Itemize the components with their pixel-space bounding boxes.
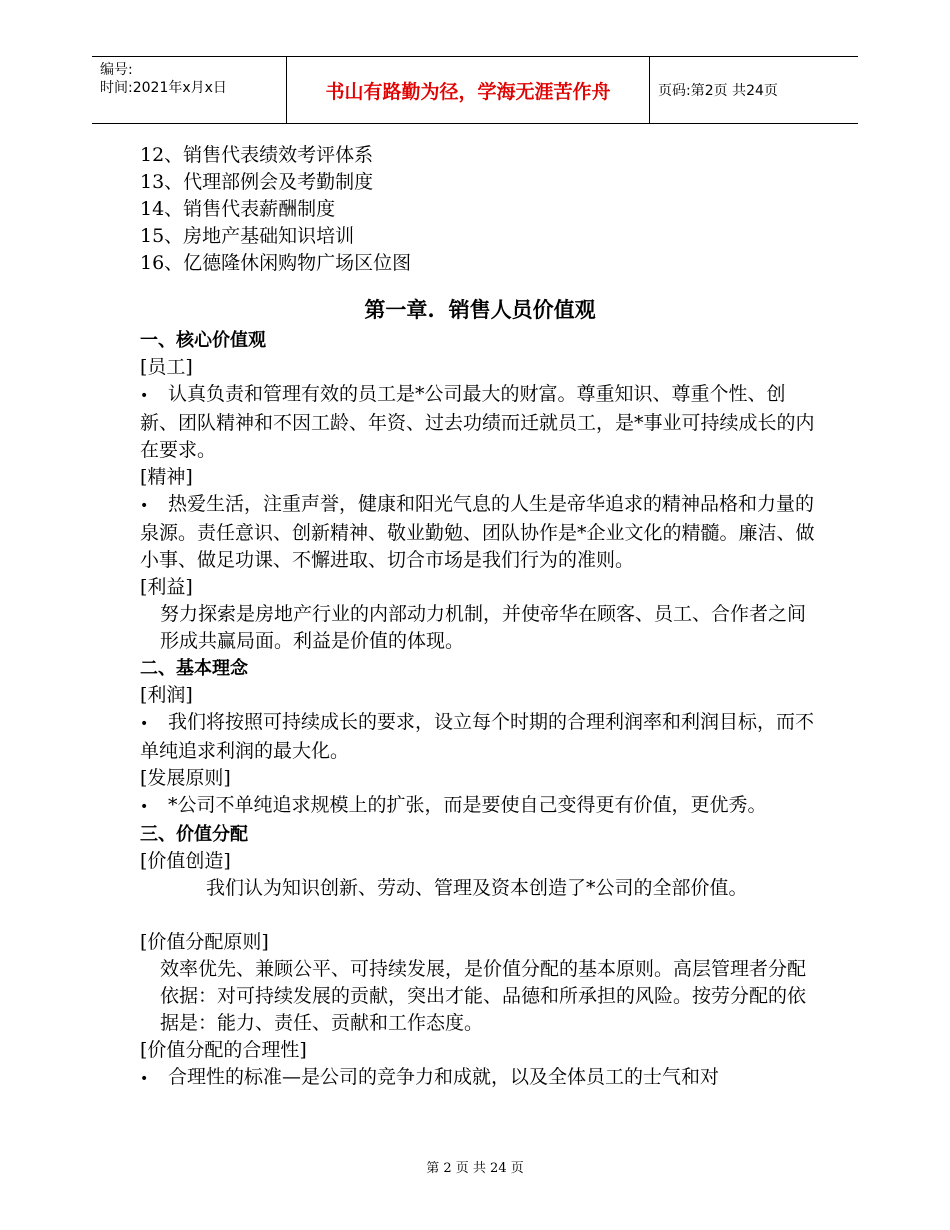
subsection-tag: [发展原则]: [140, 767, 231, 789]
document-body: [140, 142, 820, 1093]
paragraph: [140, 1064, 820, 1093]
bullet-icon: [140, 383, 168, 405]
paragraph: [140, 381, 820, 464]
subsection-tag: [利益]: [140, 576, 193, 598]
bullet-icon: [140, 794, 168, 816]
paragraph: 我们认为知识创新、劳动、管理及资本创造了*公司的全部价值。: [206, 877, 748, 899]
paragraph: 效率优先、兼顾公平、可持续发展，是价值分配的基本原则。高层管理者分配依据：对可持续发展的贡献，突出才能、品德和所承担的风险。按劳分配的依据是：能力、责任、贡献和工作态度。: [160, 958, 807, 1034]
toc-item: 15、房地产基础知识培训: [140, 225, 355, 247]
toc-item: 16、亿德隆休闲购物广场区位图: [140, 252, 412, 274]
subsection-tag: [利润]: [140, 684, 193, 706]
chapter-number: 第一章.: [364, 297, 435, 322]
header-motto: 书山有路勤为径，学海无涯苦作舟: [286, 57, 650, 123]
paragraph: [140, 792, 820, 821]
section-heading: 二、基本理念: [140, 658, 248, 679]
subsection-tag: [价值创造]: [140, 850, 231, 872]
subsection-tag: [价值分配原则]: [140, 931, 269, 953]
document-time: 时间:2021年x月x日: [100, 80, 227, 96]
document-number-label: 编号:: [100, 62, 133, 78]
toc-list: [140, 142, 820, 277]
paragraph: 努力探索是房地产行业的内部动力机制，并使帝华在顾客、员工、合作者之间形成共赢局面。利益是价值的体现。: [160, 603, 807, 652]
subsection-tag: [员工]: [140, 356, 193, 378]
toc-item: 12、销售代表绩效考评体系: [140, 144, 374, 166]
header-meta: [92, 57, 286, 123]
subsection-tag: [精神]: [140, 466, 193, 488]
paragraph-text: 热爱生活，注重声誉，健康和阳光气息的人生是帝华追求的精神品格和力量的泉源。责任意识、创新精神、敬业勤勉、团队协作是*企业文化的精髓。廉洁、做小事、做足功课、不懈进取、切合市场是我们行为的准则。: [140, 493, 815, 571]
bullet-icon: [140, 493, 168, 515]
paragraph-text: 合理性的标准—是公司的竞争力和成就，以及全体员工的士气和对: [168, 1066, 720, 1088]
bullet-icon: [140, 1066, 168, 1088]
paragraph-text: *公司不单纯追求规模上的扩张，而是要使自己变得更有价值，更优秀。: [168, 794, 767, 816]
page-footer: 第 2 页 共 24 页: [426, 1161, 524, 1176]
toc-item: 13、代理部例会及考勤制度: [140, 171, 374, 193]
chapter-heading: [140, 293, 820, 327]
chapter-title: 销售人员价值观: [448, 297, 596, 322]
paragraph: [140, 491, 820, 574]
section-heading: 一、核心价值观: [140, 330, 266, 351]
page-header: [92, 56, 858, 124]
bullet-icon: [140, 711, 168, 733]
header-page-info: 页码:第2页 共24页: [658, 83, 778, 99]
paragraph-text: 认真负责和管理有效的员工是*公司最大的财富。尊重知识、尊重个性、创新、团队精神和不因工龄、年资、过去功绩而迁就员工，是*事业可持续成长的内在要求。: [140, 383, 815, 461]
section-heading: 三、价值分配: [140, 824, 248, 845]
blank-line: [140, 902, 820, 929]
paragraph-text: 我们将按照可持续成长的要求，设立每个时期的合理利润率和利润目标，而不单纯追求利润的最大化。: [140, 711, 815, 762]
toc-item: 14、销售代表薪酬制度: [140, 198, 336, 220]
paragraph: [140, 709, 820, 765]
subsection-tag: [价值分配的合理性]: [140, 1039, 307, 1061]
